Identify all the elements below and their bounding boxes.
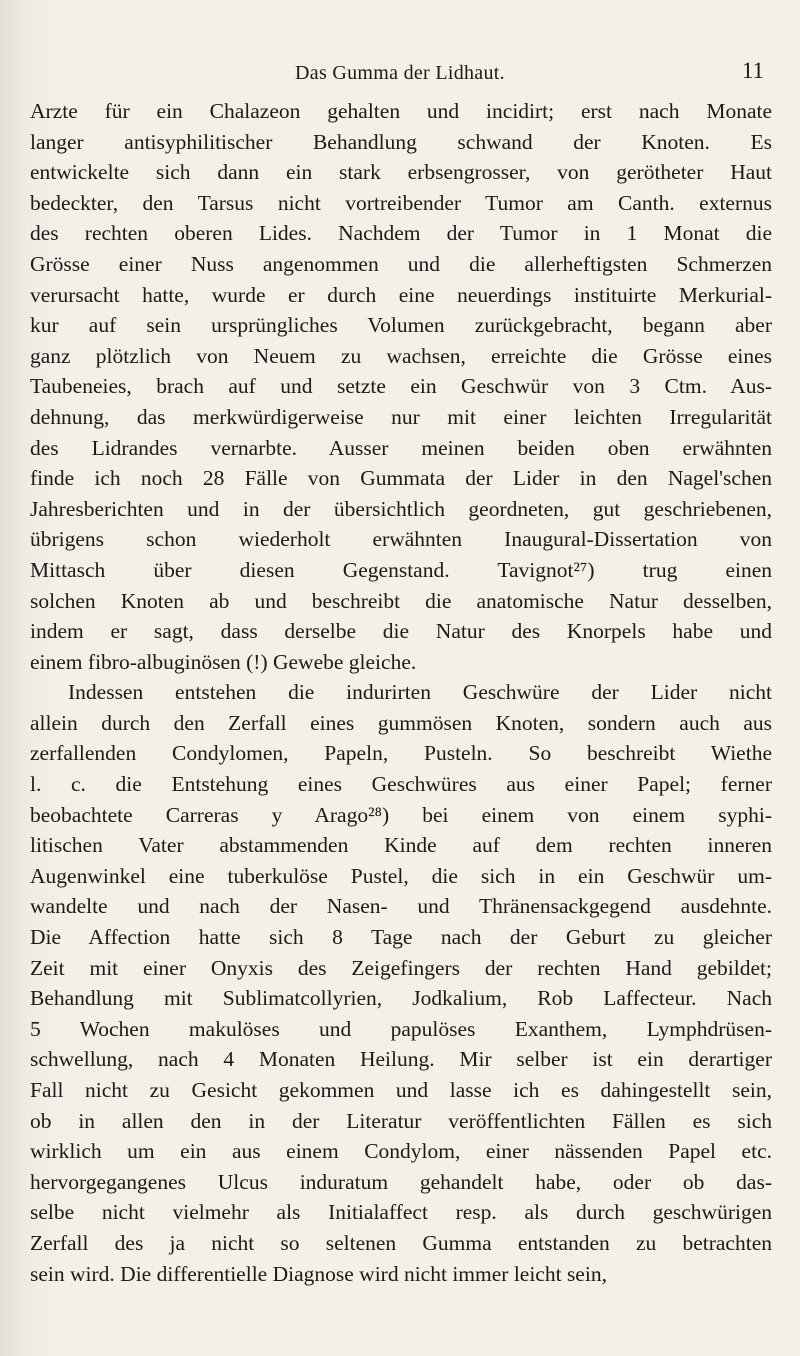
text-line: Mittasch über diesen Gegenstand. Tavignot²⁷) trug einen [30,557,772,582]
text-line: einem fibro-albuginösen (!) Gewebe gleiche. [30,649,417,674]
text-line: übrigens schon wiederholt erwähnten Inaugural-Dissertation von [30,527,772,552]
text-line: solchen Knoten ab und beschreibt die anatomische Natur desselben, [30,588,772,613]
text-line: Behandlung mit Sublimatcollyrien, Jodkalium, Rob Laffecteur. Nach [30,986,772,1011]
text-line: Indessen entstehen die indurirten Geschwüre der Lider nicht [68,680,772,705]
text-line: Zerfall des ja nicht so seltenen Gumma entstanden zu betrachten [30,1230,772,1255]
paragraph [30,677,772,1289]
running-title: Das Gumma der Lidhaut. [295,62,505,84]
text-line: finde ich noch 28 Fälle von Gummata der Lider in den Nagel'schen [30,466,772,491]
text-line: dehnung, das merkwürdigerweise nur mit einer leichten Irregularität [30,404,772,429]
text-line: sein wird. Die differentielle Diagnose wird nicht immer leicht sein, [30,1261,607,1286]
text-line: 5 Wochen makulöses und papulöses Exanthem, Lymphdrüsen- [30,1016,772,1041]
text-line: Jahresberichten und in der übersichtlich geordneten, gut geschriebenen, [30,496,772,521]
text-line: wirklich um ein aus einem Condylom, einer nässenden Papel etc. [30,1139,772,1164]
text-line: l. c. die Entstehung eines Geschwüres aus einer Papel; ferner [30,772,772,797]
text-line: indem er sagt, dass derselbe die Natur des Knorpels habe und [30,619,772,644]
page-header [0,58,800,88]
body-text [30,96,772,1289]
text-line: Grösse einer Nuss angenommen und die allerheftigsten Schmerzen [30,251,772,276]
text-line: kur auf sein ursprüngliches Volumen zurückgebracht, begann aber [30,313,772,338]
text-line: wandelte und nach der Nasen- und Thränensackgegend ausdehnte. [30,894,772,919]
text-line: entwickelte sich dann ein stark erbsengrosser, von gerötheter Haut [30,160,772,185]
text-line: bedeckter, den Tarsus nicht vortreibender Tumor am Canth. externus [30,190,772,215]
text-line: des rechten oberen Lides. Nachdem der Tumor in 1 Monat die [30,221,772,246]
text-line: schwellung, nach 4 Monaten Heilung. Mir selber ist ein derartiger [30,1047,772,1072]
text-line: langer antisyphilitischer Behandlung schwand der Knoten. Es [30,129,772,154]
text-line: litischen Vater abstammenden Kinde auf dem rechten inneren [30,833,772,858]
text-line: Fall nicht zu Gesicht gekommen und lasse ich es dahingestellt sein, [30,1078,772,1102]
text-line: ganz plötzlich von Neuem zu wachsen, erreichte die Grösse eines [30,343,772,368]
text-line: Arzte für ein Chalazeon gehalten und incidirt; erst nach Monate [30,99,772,123]
text-line: allein durch den Zerfall eines gummösen Knoten, sondern auch aus [30,710,772,735]
text-line: Zeit mit einer Onyxis des Zeigefingers der rechten Hand gebildet; [30,955,772,980]
text-line: selbe nicht vielmehr als Initialaffect resp. als durch geschwürigen [30,1200,772,1225]
text-line: hervorgegangenes Ulcus induratum gehandelt habe, oder ob das- [30,1169,772,1194]
paragraph [30,96,772,677]
text-line: ob in allen den in der Literatur veröffentlichten Fällen es sich [30,1108,772,1133]
page-number: 11 [741,58,764,83]
text-line: beobachtete Carreras y Arago²⁸) bei einem von einem syphi- [30,802,772,827]
text-line: Augenwinkel eine tuberkulöse Pustel, die sich in ein Geschwür um- [30,863,772,888]
text-line: verursacht hatte, wurde er durch eine neuerdings instituirte Merkurial- [30,282,772,307]
text-line: zerfallenden Condylomen, Papeln, Pusteln. So beschreibt Wiethe [30,741,772,766]
text-line: des Lidrandes vernarbte. Ausser meinen beiden oben erwähnten [30,435,772,460]
text-line: Die Affection hatte sich 8 Tage nach der Geburt zu gleicher [30,925,772,950]
text-line: Taubeneies, brach auf und setzte ein Geschwür von 3 Ctm. Aus- [30,374,772,399]
